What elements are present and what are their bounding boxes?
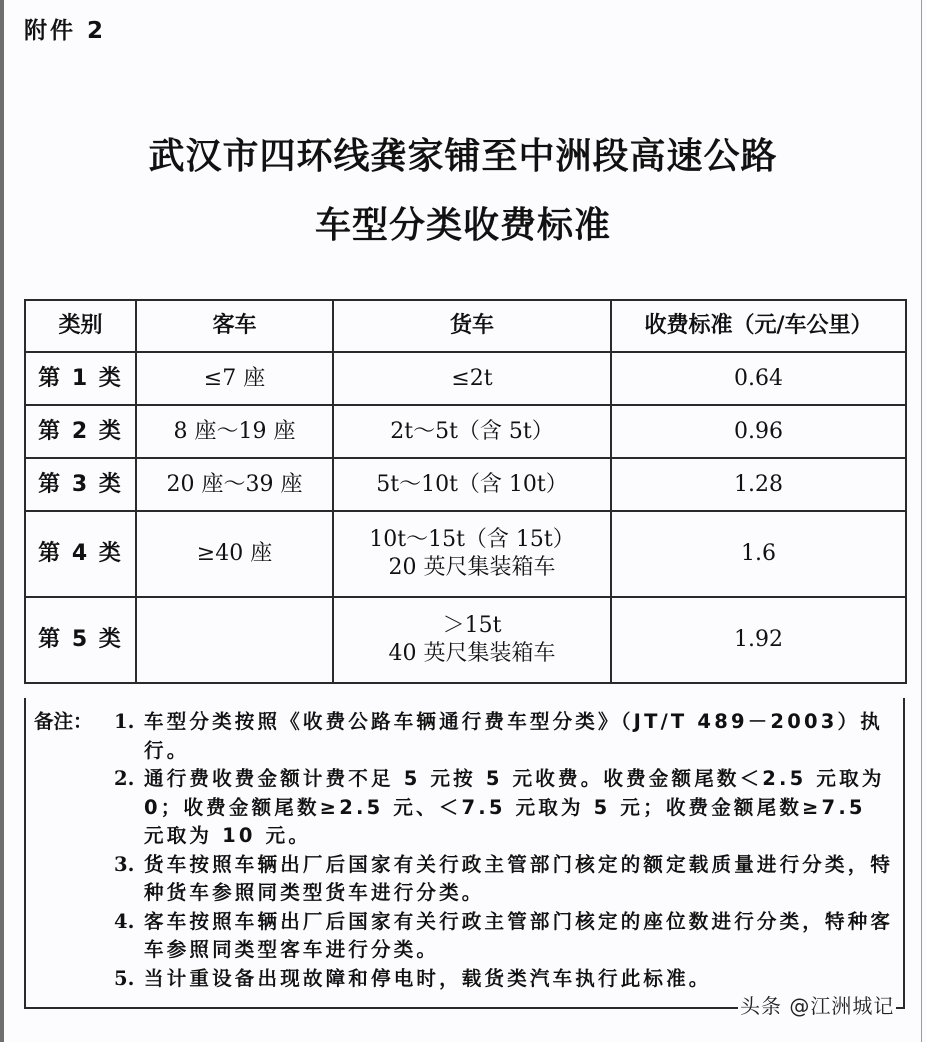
cell-passenger: ≥40 座 — [136, 511, 333, 597]
watermark: 头条 @江洲城记 — [738, 990, 896, 1019]
table-row — [25, 405, 906, 458]
cell-truck: ≤2t — [333, 352, 611, 405]
note-number: 3. — [114, 852, 135, 876]
cell-rate: 1.6 — [611, 511, 906, 597]
document-title-line2: 车型分类收费标准 — [314, 205, 611, 246]
table-row — [25, 511, 906, 597]
note-number: 1. — [114, 710, 135, 733]
cell-passenger: ≤7 座 — [136, 352, 333, 405]
table-row — [25, 352, 906, 405]
note-text: 客车按照车辆出厂后国家有关行政主管部门核定的座位数进行分类，特种客车参照同类型客车进行分类。 — [144, 909, 894, 961]
header-truck: 货车 — [333, 300, 611, 352]
cell-category: 第 1 类 — [25, 352, 136, 405]
table-header-row — [25, 300, 906, 352]
cell-truck-line1: 10t～15t（含 15t） — [369, 527, 575, 552]
document-title-line1: 武汉市四环线龚家铺至中洲段高速公路 — [148, 136, 778, 177]
cell-category: 第 3 类 — [25, 458, 136, 511]
note-text: 车型分类按照《收费公路车辆通行费车型分类》（JT/T 489－2003）执行。 — [144, 710, 883, 762]
cell-passenger — [136, 597, 333, 683]
header-category: 类别 — [25, 300, 136, 352]
cell-rate: 0.64 — [611, 352, 906, 405]
header-rate: 收费标准（元/车公里） — [611, 300, 906, 352]
cell-truck-line2: 40 英尺集装箱车 — [388, 641, 556, 666]
attachment-label: 附件 2 — [24, 18, 107, 44]
note-item — [34, 965, 895, 994]
notes-prefix: 备注： — [34, 710, 93, 733]
cell-category: 第 5 类 — [25, 597, 136, 683]
cell-passenger: 20 座～39 座 — [136, 458, 333, 511]
toll-rate-table — [24, 299, 907, 684]
cell-category: 第 2 类 — [25, 405, 136, 458]
cell-truck-line2: 20 英尺集装箱车 — [388, 555, 556, 580]
note-item — [34, 851, 895, 908]
notes-box — [24, 698, 905, 1009]
note-number: 2. — [114, 767, 135, 790]
table-row — [25, 597, 906, 683]
note-item — [34, 708, 895, 765]
cell-rate: 1.28 — [611, 458, 906, 511]
table-row — [25, 458, 906, 511]
cell-truck: 2t～5t（含 5t） — [333, 405, 611, 458]
cell-rate: 0.96 — [611, 405, 906, 458]
note-item — [34, 908, 895, 965]
note-text: 货车按照车辆出厂后国家有关行政主管部门核定的额定载质量进行分类，特种货车参照同类型货车进行分类。 — [144, 852, 894, 904]
cell-truck — [333, 597, 611, 683]
cell-category: 第 4 类 — [25, 511, 136, 597]
note-number: 5. — [114, 966, 135, 990]
cell-passenger: 8 座～19 座 — [136, 405, 333, 458]
note-text: 当计重设备出现故障和停电时，载货类汽车执行此标准。 — [144, 966, 712, 990]
cell-truck: 5t～10t（含 10t） — [333, 458, 611, 511]
note-text: 通行费收费金额计费不足 5 元按 5 元收费。收费金额尾数＜2.5 元取为 0；收费金额尾数≥2.5 元、＜7.5 元取为 5 元；收费金额尾数≥7.5 元取为 10 元。 — [144, 767, 885, 847]
cell-truck-line1: ＞15t — [442, 613, 502, 638]
cell-rate: 1.92 — [611, 597, 906, 683]
cell-truck — [333, 511, 611, 597]
note-item — [34, 765, 895, 851]
note-number: 4. — [114, 909, 135, 933]
header-passenger: 客车 — [136, 300, 333, 352]
